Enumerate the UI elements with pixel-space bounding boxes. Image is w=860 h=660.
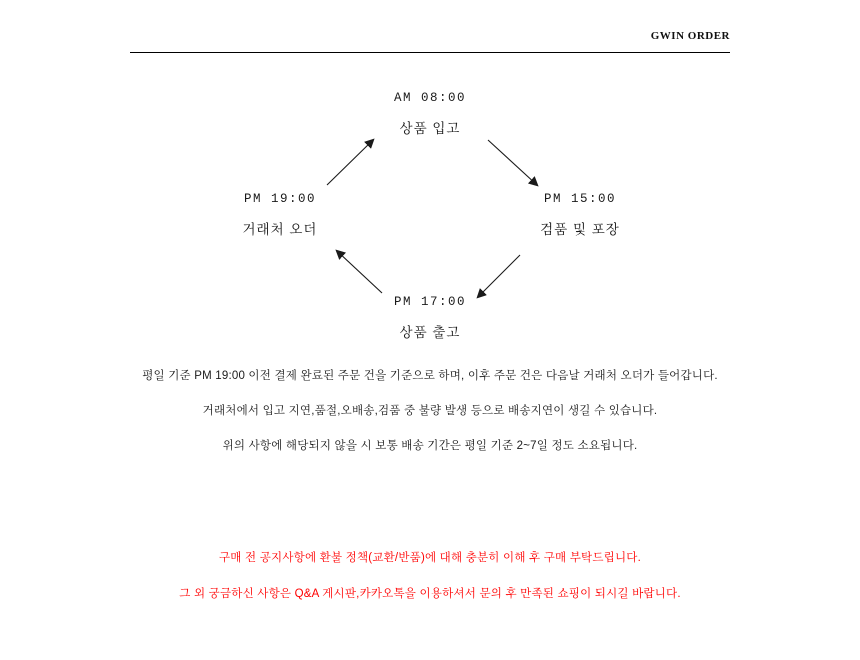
delivery-note-line: 위의 사항에 해당되지 않을 시 보통 배송 기간은 평일 기준 2~7일 정도 소요됩니다. bbox=[222, 440, 638, 453]
refund-notice-line: 그 외 궁금하신 사항은 Q&A 게시판,카카오톡을 이용하셔서 문의 후 만족된 쇼핑이 되시길 바랍니다. bbox=[179, 588, 681, 601]
header-divider bbox=[130, 52, 730, 53]
refund-notices bbox=[0, 550, 860, 602]
delivery-notes bbox=[0, 368, 860, 454]
cycle-node-label: 상품 입고 bbox=[399, 121, 461, 136]
refund-notice-line: 구매 전 공지사항에 환불 정책(교환/반품)에 대해 충분히 이해 후 구매 부탁드립니다. bbox=[219, 552, 641, 564]
delivery-note-line: 거래처에서 입고 지연,품절,오배송,검품 중 불량 발생 등으로 배송지연이 생길 수 있습니다. bbox=[202, 405, 658, 418]
cycle-node-label: 거래처 오더 bbox=[242, 222, 318, 237]
cycle-node-time: PM 17:00 bbox=[393, 295, 466, 309]
cycle-node-time: PM 19:00 bbox=[243, 192, 316, 206]
delivery-note-line: 평일 기준 PM 19:00 이전 결제 완료된 주문 건을 기준으로 하며, 이후 주문 건은 다음날 거래처 오더가 들어갑니다. bbox=[142, 370, 718, 382]
page-header bbox=[130, 30, 730, 54]
cycle-node-label: 상품 출고 bbox=[399, 325, 461, 340]
cycle-node-inspection bbox=[470, 192, 690, 238]
cycle-node-vendor-order bbox=[170, 192, 390, 238]
cycle-node-label: 검품 및 포장 bbox=[540, 222, 620, 237]
order-cycle-diagram bbox=[0, 75, 860, 360]
cycle-node-incoming bbox=[330, 91, 530, 137]
cycle-node-time: PM 15:00 bbox=[543, 192, 616, 206]
cycle-node-shipping bbox=[330, 295, 530, 341]
cycle-node-time: AM 08:00 bbox=[393, 91, 466, 105]
page-title: GWIN ORDER bbox=[650, 30, 730, 42]
